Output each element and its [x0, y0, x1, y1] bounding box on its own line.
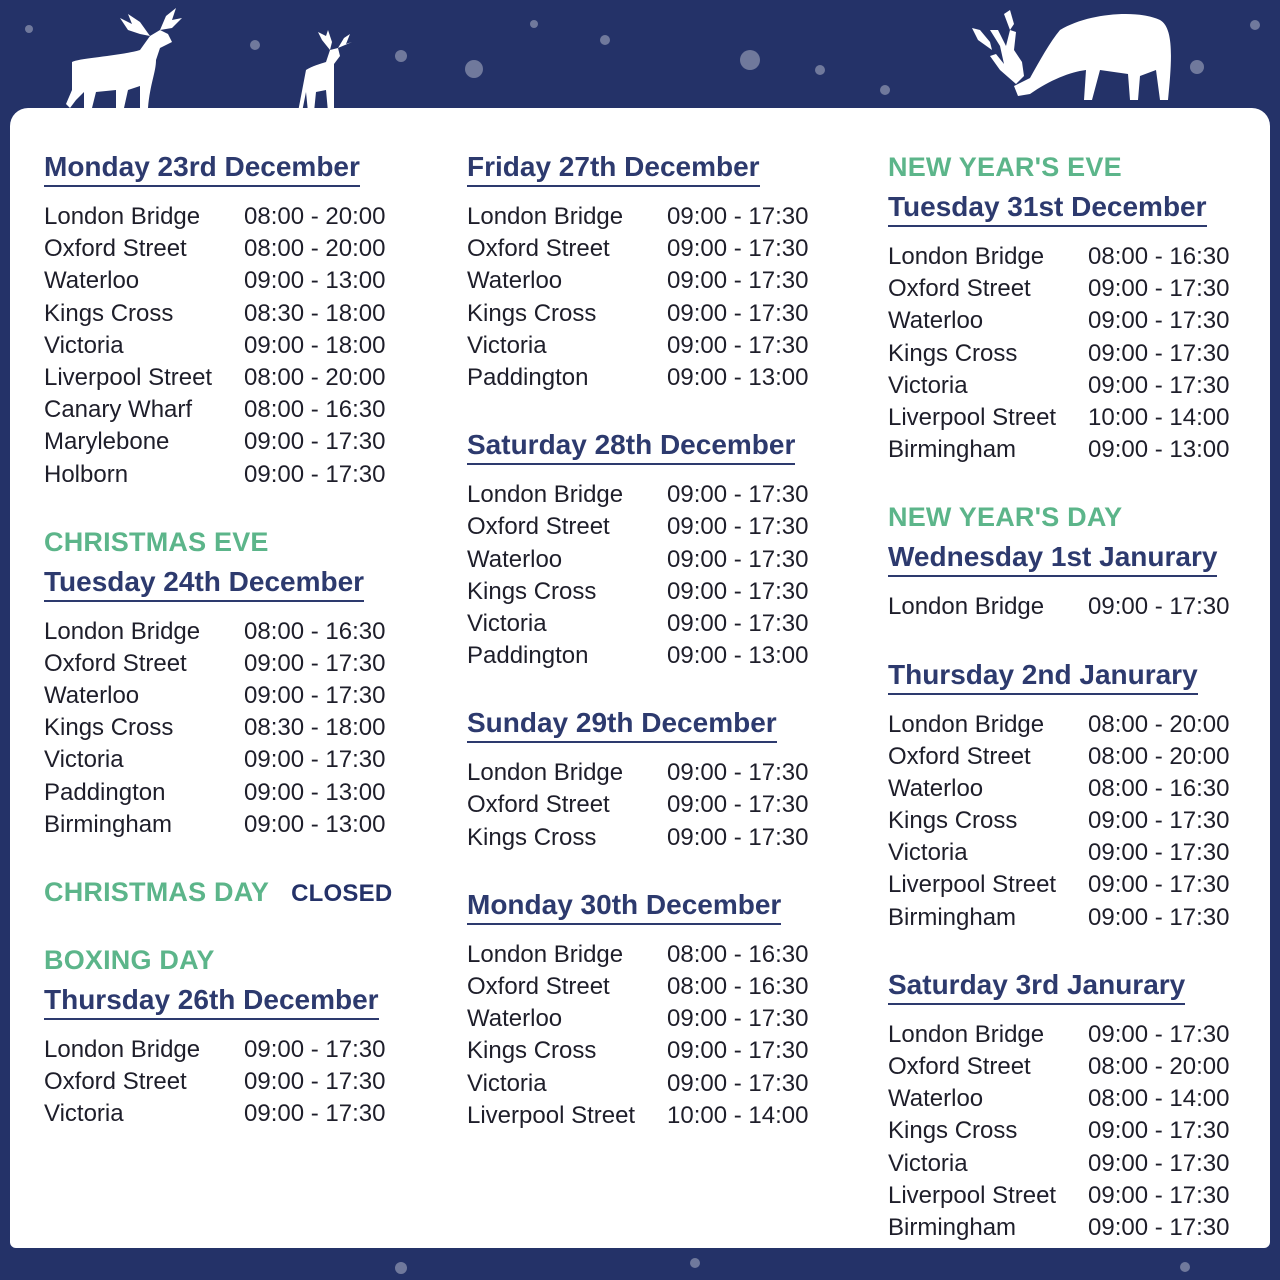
location-name: Kings Cross [888, 807, 1018, 835]
list-item [888, 741, 1258, 773]
day-section [44, 150, 424, 491]
opening-hours: 09:00 - 17:30 [1088, 1149, 1230, 1177]
opening-hours: 09:00 - 17:30 [667, 759, 809, 787]
day-heading: Saturday 3rd Janurary [888, 968, 1185, 1005]
opening-hours: 09:00 - 17:30 [667, 203, 809, 230]
opening-hours: 09:00 - 17:30 [244, 428, 386, 456]
list-item [44, 233, 424, 265]
location-name: Victoria [467, 331, 547, 359]
location-name: Waterloo [888, 774, 984, 802]
opening-hours: 09:00 - 17:30 [1088, 1117, 1230, 1145]
list-item [888, 1148, 1258, 1180]
opening-hours: 09:00 - 17:30 [1088, 1020, 1230, 1048]
list-item [888, 805, 1258, 837]
deer-icon [298, 30, 352, 112]
opening-hours: 09:00 - 13:00 [244, 267, 386, 295]
list-item [888, 370, 1258, 402]
opening-hours: 09:00 - 17:30 [1088, 275, 1230, 303]
list-item [467, 608, 847, 640]
day-heading: Monday 23rd December [44, 150, 360, 187]
holiday-label: BOXING DAY [44, 945, 215, 975]
location-name: Liverpool Street [888, 1181, 1057, 1209]
hours-list [888, 709, 1258, 934]
location-name: Oxford Street [44, 1068, 187, 1096]
list-item [44, 201, 424, 233]
list-item [888, 273, 1258, 305]
opening-hours: 10:00 - 14:00 [667, 1101, 809, 1129]
hours-list [44, 201, 424, 491]
location-name: Oxford Street [888, 275, 1031, 303]
location-name: Victoria [888, 1149, 968, 1177]
list-item [44, 265, 424, 297]
opening-hours: 08:00 - 20:00 [244, 235, 386, 263]
opening-hours: 08:00 - 20:00 [1088, 742, 1230, 770]
list-item [44, 394, 424, 426]
list-item [44, 330, 424, 362]
day-section [44, 875, 424, 909]
location-name: Kings Cross [467, 1037, 597, 1065]
location-name: Canary Wharf [44, 396, 193, 424]
day-section [467, 706, 847, 854]
opening-hours: 10:00 - 14:00 [1088, 403, 1230, 431]
list-item [467, 576, 847, 608]
opening-hours: 09:00 - 17:30 [667, 267, 809, 295]
list-item [44, 680, 424, 712]
opening-hours: 08:00 - 16:30 [244, 396, 386, 424]
opening-hours: 09:00 - 17:30 [1088, 871, 1230, 899]
opening-hours: 09:00 - 17:30 [667, 791, 809, 819]
list-item [44, 1034, 424, 1066]
opening-hours: 08:00 - 16:30 [1088, 774, 1230, 802]
list-item [467, 939, 847, 971]
hours-list [888, 1019, 1258, 1244]
list-item [467, 544, 847, 576]
list-item [467, 233, 847, 265]
list-item [44, 616, 424, 648]
location-name: Oxford Street [44, 235, 187, 263]
schedule-column-1 [44, 150, 424, 1165]
opening-hours: 09:00 - 17:30 [1088, 1181, 1230, 1209]
list-item [44, 809, 424, 841]
location-name: Waterloo [888, 1085, 984, 1113]
list-item [44, 298, 424, 330]
list-item [888, 1019, 1258, 1051]
location-name: Victoria [44, 1100, 124, 1128]
list-item [44, 426, 424, 458]
location-name: Liverpool Street [888, 403, 1057, 431]
hours-list [888, 241, 1258, 466]
location-name: Victoria [467, 1069, 547, 1097]
opening-hours: 09:00 - 17:30 [244, 649, 386, 677]
list-item [888, 1180, 1258, 1212]
location-name: London Bridge [888, 710, 1045, 738]
hours-list [44, 616, 424, 841]
location-name: London Bridge [888, 593, 1045, 621]
list-item [44, 744, 424, 776]
opening-hours: 09:00 - 17:30 [244, 460, 386, 488]
list-item [888, 434, 1258, 466]
stag-icon [66, 8, 182, 108]
location-name: Kings Cross [467, 823, 597, 851]
opening-hours: 09:00 - 17:30 [667, 235, 809, 263]
location-name: Kings Cross [467, 299, 597, 327]
list-item [888, 1051, 1258, 1083]
hours-list [467, 201, 847, 394]
list-item [888, 591, 1258, 623]
opening-hours: 08:30 - 18:00 [244, 714, 386, 742]
list-item [888, 241, 1258, 273]
opening-hours: 09:00 - 17:30 [1088, 839, 1230, 867]
day-section [888, 968, 1258, 1244]
opening-hours: 08:00 - 20:00 [244, 203, 386, 230]
opening-hours: 08:00 - 16:30 [1088, 243, 1230, 270]
list-item [467, 265, 847, 297]
opening-hours: 09:00 - 18:00 [244, 331, 386, 359]
list-item [467, 1068, 847, 1100]
list-item [888, 305, 1258, 337]
list-item [888, 1212, 1258, 1244]
list-item [44, 777, 424, 809]
location-name: Marylebone [44, 428, 170, 456]
list-item [888, 1115, 1258, 1147]
schedule-column-2 [467, 150, 847, 1166]
opening-hours: 09:00 - 17:30 [244, 746, 386, 774]
holiday-label: NEW YEAR'S EVE [888, 152, 1122, 182]
grazing-deer-icon [972, 10, 1171, 100]
location-name: Victoria [888, 371, 968, 399]
location-name: Kings Cross [888, 1117, 1018, 1145]
hours-list [467, 479, 847, 672]
holiday-label: CHRISTMAS EVE [44, 526, 269, 557]
opening-hours: 09:00 - 13:00 [667, 363, 809, 391]
day-heading: Sunday 29th December [467, 706, 777, 743]
day-heading: Friday 27th December [467, 150, 760, 187]
opening-hours: 08:00 - 16:30 [244, 617, 386, 645]
location-name: Paddington [467, 642, 589, 670]
list-item [467, 511, 847, 543]
day-section [467, 888, 847, 1132]
location-name: London Bridge [44, 203, 201, 230]
location-name: London Bridge [888, 1020, 1045, 1048]
snowflake-icon [690, 1258, 700, 1268]
opening-hours: 09:00 - 13:00 [667, 642, 809, 670]
opening-hours: 08:00 - 20:00 [1088, 710, 1230, 738]
opening-hours: 09:00 - 13:00 [1088, 436, 1230, 464]
location-name: London Bridge [888, 243, 1045, 270]
opening-hours: 09:00 - 17:30 [667, 1069, 809, 1097]
opening-hours: 09:00 - 17:30 [1088, 807, 1230, 835]
holiday-label: NEW YEAR'S DAY [888, 502, 1123, 533]
location-name: Birmingham [888, 903, 1017, 931]
opening-hours: 08:00 - 16:30 [667, 940, 809, 968]
opening-hours: 09:00 - 17:30 [244, 1100, 386, 1128]
location-name: Waterloo [467, 1005, 563, 1033]
list-item [467, 789, 847, 821]
location-name: Paddington [467, 363, 589, 391]
list-item [467, 822, 847, 854]
location-name: Liverpool Street [888, 871, 1057, 899]
list-item [467, 640, 847, 672]
list-item [888, 1083, 1258, 1115]
list-item [467, 479, 847, 511]
list-item [44, 1098, 424, 1130]
location-name: London Bridge [44, 617, 201, 645]
opening-hours: 08:00 - 16:30 [667, 973, 809, 1000]
list-item [888, 902, 1258, 934]
list-item [44, 459, 424, 491]
location-name: Oxford Street [44, 649, 187, 677]
list-item [467, 1003, 847, 1035]
opening-hours: 09:00 - 17:30 [1088, 307, 1230, 335]
day-heading: Thursday 26th December [44, 983, 379, 1020]
location-name: Victoria [44, 746, 124, 774]
day-section [888, 150, 1258, 466]
opening-hours: 09:00 - 17:30 [667, 481, 809, 509]
day-section [467, 428, 847, 672]
list-item [888, 869, 1258, 901]
opening-hours: 09:00 - 13:00 [244, 778, 386, 806]
location-name: Liverpool Street [467, 1101, 636, 1129]
list-item [44, 648, 424, 680]
hours-list [467, 757, 847, 854]
opening-hours: 09:00 - 17:30 [667, 823, 809, 851]
opening-hours: 09:00 - 17:30 [667, 609, 809, 637]
list-item [467, 971, 847, 1003]
location-name: Victoria [888, 839, 968, 867]
location-name: Victoria [44, 331, 124, 359]
opening-hours: 09:00 - 17:30 [244, 1068, 386, 1096]
location-name: London Bridge [467, 940, 624, 968]
location-name: Oxford Street [467, 973, 610, 1000]
list-item [44, 712, 424, 744]
opening-hours: 09:00 - 17:30 [667, 577, 809, 605]
opening-hours: 09:00 - 17:30 [1088, 371, 1230, 399]
location-name: Oxford Street [467, 513, 610, 541]
list-item [467, 1035, 847, 1067]
location-name: Oxford Street [888, 742, 1031, 770]
location-name: Paddington [44, 778, 166, 806]
location-name: Kings Cross [44, 299, 174, 327]
list-item [888, 402, 1258, 434]
opening-hours: 09:00 - 17:30 [667, 513, 809, 541]
location-name: Kings Cross [467, 577, 597, 605]
location-name: Oxford Street [467, 791, 610, 819]
day-heading: Saturday 28th December [467, 428, 795, 465]
location-name: Waterloo [44, 682, 140, 710]
location-name: Waterloo [467, 545, 563, 573]
list-item [467, 298, 847, 330]
opening-hours: 09:00 - 17:30 [1088, 339, 1230, 367]
opening-hours: 09:00 - 17:30 [667, 331, 809, 359]
list-item [888, 338, 1258, 370]
list-item [888, 837, 1258, 869]
location-name: Oxford Street [467, 235, 610, 263]
opening-hours: 09:00 - 13:00 [244, 810, 386, 838]
location-name: London Bridge [467, 203, 624, 230]
location-name: London Bridge [467, 481, 624, 509]
closed-badge: CLOSED [291, 880, 393, 907]
hours-list [888, 591, 1258, 623]
opening-hours: 08:00 - 14:00 [1088, 1085, 1230, 1113]
holiday-label: CHRISTMAS DAY [44, 877, 270, 907]
location-name: Birmingham [888, 436, 1017, 464]
list-item [467, 201, 847, 233]
day-section [467, 150, 847, 394]
opening-hours: 09:00 - 17:30 [667, 299, 809, 327]
day-section [44, 525, 424, 841]
list-item [467, 330, 847, 362]
snowflake-icon [395, 1262, 407, 1274]
opening-hours: 09:00 - 17:30 [667, 1005, 809, 1033]
list-item [467, 362, 847, 394]
list-item [467, 757, 847, 789]
opening-hours: 09:00 - 17:30 [667, 1037, 809, 1065]
list-item [44, 362, 424, 394]
opening-hours: 08:00 - 20:00 [1088, 1053, 1230, 1080]
day-section [44, 943, 424, 1131]
location-name: Waterloo [44, 267, 140, 295]
day-heading: Thursday 2nd Janurary [888, 658, 1198, 695]
location-name: Birmingham [888, 1213, 1017, 1241]
day-heading: Monday 30th December [467, 888, 781, 925]
location-name: London Bridge [44, 1036, 201, 1063]
location-name: Victoria [467, 609, 547, 637]
opening-hours: 09:00 - 17:30 [244, 1036, 386, 1063]
location-name: Holborn [44, 460, 129, 488]
location-name: Kings Cross [44, 714, 174, 742]
location-name: Waterloo [467, 267, 563, 295]
hours-list [44, 1034, 424, 1131]
day-heading: Wednesday 1st Janurary [888, 540, 1217, 577]
list-item [44, 1066, 424, 1098]
location-name: London Bridge [467, 759, 624, 787]
location-name: Kings Cross [888, 339, 1018, 367]
list-item [888, 773, 1258, 805]
list-item [888, 709, 1258, 741]
opening-hours: 08:00 - 20:00 [244, 363, 386, 391]
hours-list [467, 939, 847, 1132]
opening-hours: 08:30 - 18:00 [244, 299, 386, 327]
day-section [888, 658, 1258, 934]
location-name: Liverpool Street [44, 363, 213, 391]
day-heading: Tuesday 24th December [44, 565, 364, 602]
opening-hours: 09:00 - 17:30 [667, 545, 809, 573]
schedule-column-3 [888, 150, 1258, 1278]
opening-hours: 09:00 - 17:30 [1088, 1213, 1230, 1241]
day-section [888, 500, 1258, 623]
location-name: Waterloo [888, 307, 984, 335]
day-heading: Tuesday 31st December [888, 190, 1207, 227]
opening-hours: 09:00 - 17:30 [1088, 903, 1230, 931]
opening-hours: 09:00 - 17:30 [244, 682, 386, 710]
opening-hours: 09:00 - 17:30 [1088, 593, 1230, 621]
location-name: Birmingham [44, 810, 173, 838]
list-item [467, 1100, 847, 1132]
location-name: Oxford Street [888, 1053, 1031, 1080]
